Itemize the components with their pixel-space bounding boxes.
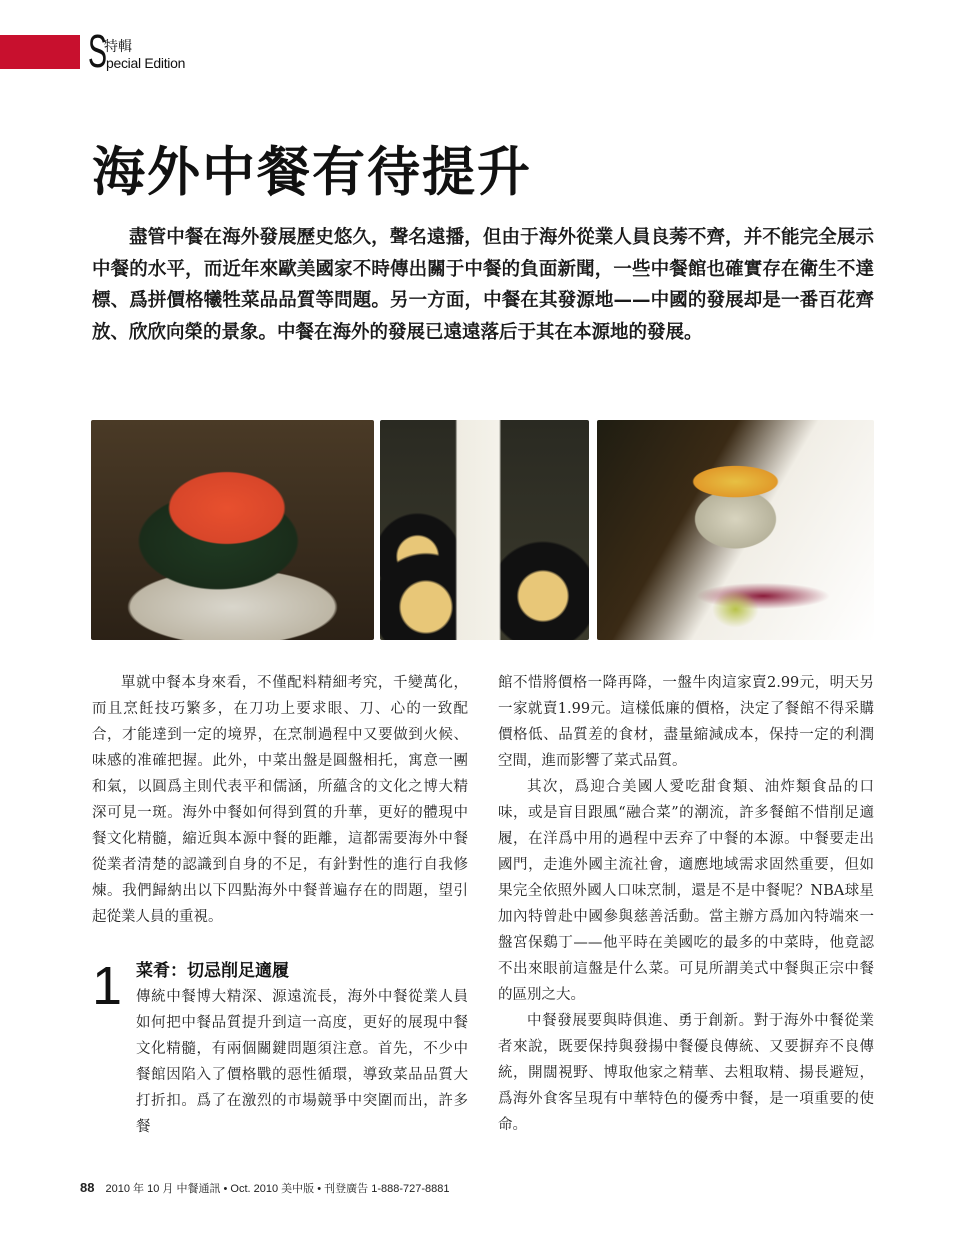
body-paragraph: 中餐發展要與時俱進、勇于創新。對于海外中餐從業者來說，既要保持與發揚中餐優良傳統、又要摒弃不良傳統，開闊視野、博取他家之精華、去粗取精、揚長避短，爲海外食客呈現有中華特色的優秀中餐，是一項重要的使命。 — [498, 1013, 874, 1133]
photo-sushi-rolls-dish — [380, 420, 589, 640]
section-heading: 菜肴：切忌削足適履 — [136, 961, 289, 981]
section-label-zh: 特輯 — [104, 39, 132, 55]
intro-paragraph: 單就中餐本身來看，不僅配料精細考究，千變萬化，而且烹飪技巧繁多，在刀功上要求眼、刀、心的一致配合，才能達到一定的境界，在烹制過程中又要做到火候、味感的准確把握。此外，中菜出盤是圓盤相托，寓意一團和氣，以圓爲主則代表平和儒涵，所蘊含的文化之博大精深可見一斑。海外中餐如何得到質的升華，更好的體現中餐文化精髓，縮近與本源中餐的距離，這都需要海外中餐從業者清楚的認識到自身的不足，有針對性的進行自我修煉。我們歸納出以下四點海外中餐普遍存在的問題，望引起從業人員的重視。 — [92, 675, 468, 925]
article-lead: 盡管中餐在海外發展歷史悠久，聲名遠播，但由于海外從業人員良莠不齊，并不能完全展示中餐的水平，而近年來歐美國家不時傳出關于中餐的負面新聞，一些中餐館也確實存在衛生不達標、爲拼價格犧牲菜品品質等問題。另一方面，中餐在其發源地——中國的發展却是一番百花齊放、欣欣向榮的景象。中餐在海外的發展已遠遠落后于其在本源地的發展。 — [92, 227, 874, 343]
footer-text: 2010 年 10 月 中餐通訊 • Oct. 2010 美中版 • 刊登廣告 1-888-727-8881 — [105, 1183, 450, 1195]
section-number: 1 — [92, 956, 123, 1016]
section-accent-bar — [0, 35, 80, 69]
page-footer — [80, 1180, 449, 1196]
photo-cocktail-glass-dish — [597, 420, 874, 640]
right-column — [498, 670, 874, 1138]
section-initial: S — [88, 25, 108, 77]
section-label-en: pecial Edition — [106, 55, 186, 71]
section-1 — [92, 958, 468, 1140]
article-title: 海外中餐有待提升 — [92, 141, 532, 203]
left-column — [92, 670, 468, 1140]
photo-avocado-seafood-dish — [91, 420, 374, 640]
body-paragraph: 其次，爲迎合美國人愛吃甜食類、油炸類食品的口味，或是盲目跟風“融合菜”的潮流，許多餐館不惜削足適履，在洋爲中用的過程中丟弃了中餐的本源。中餐要走出國門，走進外國主流社會，適應地域需求固然重要，但如果完全依照外國人口味烹制，還是不是中餐呢？NBA球星加內特曾赴中國參與慈善活動。當主辦方爲加內特端來一盤宮保鷄丁——他平時在美國吃的最多的中菜時，他竟認不出來眼前這盤是什么菜。可見所謂美式中餐與正宗中餐的區別之大。 — [498, 779, 874, 1003]
body-paragraph: 館不惜將價格一降再降，一盤牛肉這家賣2.99元，明天另一家就賣1.99元。這樣低廉的價格，決定了餐館不得采購價格低、品質差的食材，盡量縮減成本，保持一定的利潤空間，進而影響了菜式品質。 — [498, 675, 874, 769]
section-1-text: 傳統中餐博大精深、源遠流長，海外中餐從業人員如何把中餐品質提升到這一高度，更好的展現中餐文化精髓，有兩個關鍵問題須注意。首先，不少中餐館因陷入了價格戰的惡性循環，導致菜品品質大打折扣。爲了在激烈的市場競爭中突圍而出，許多餐 — [136, 989, 468, 1135]
page-number: 88 — [80, 1180, 95, 1195]
